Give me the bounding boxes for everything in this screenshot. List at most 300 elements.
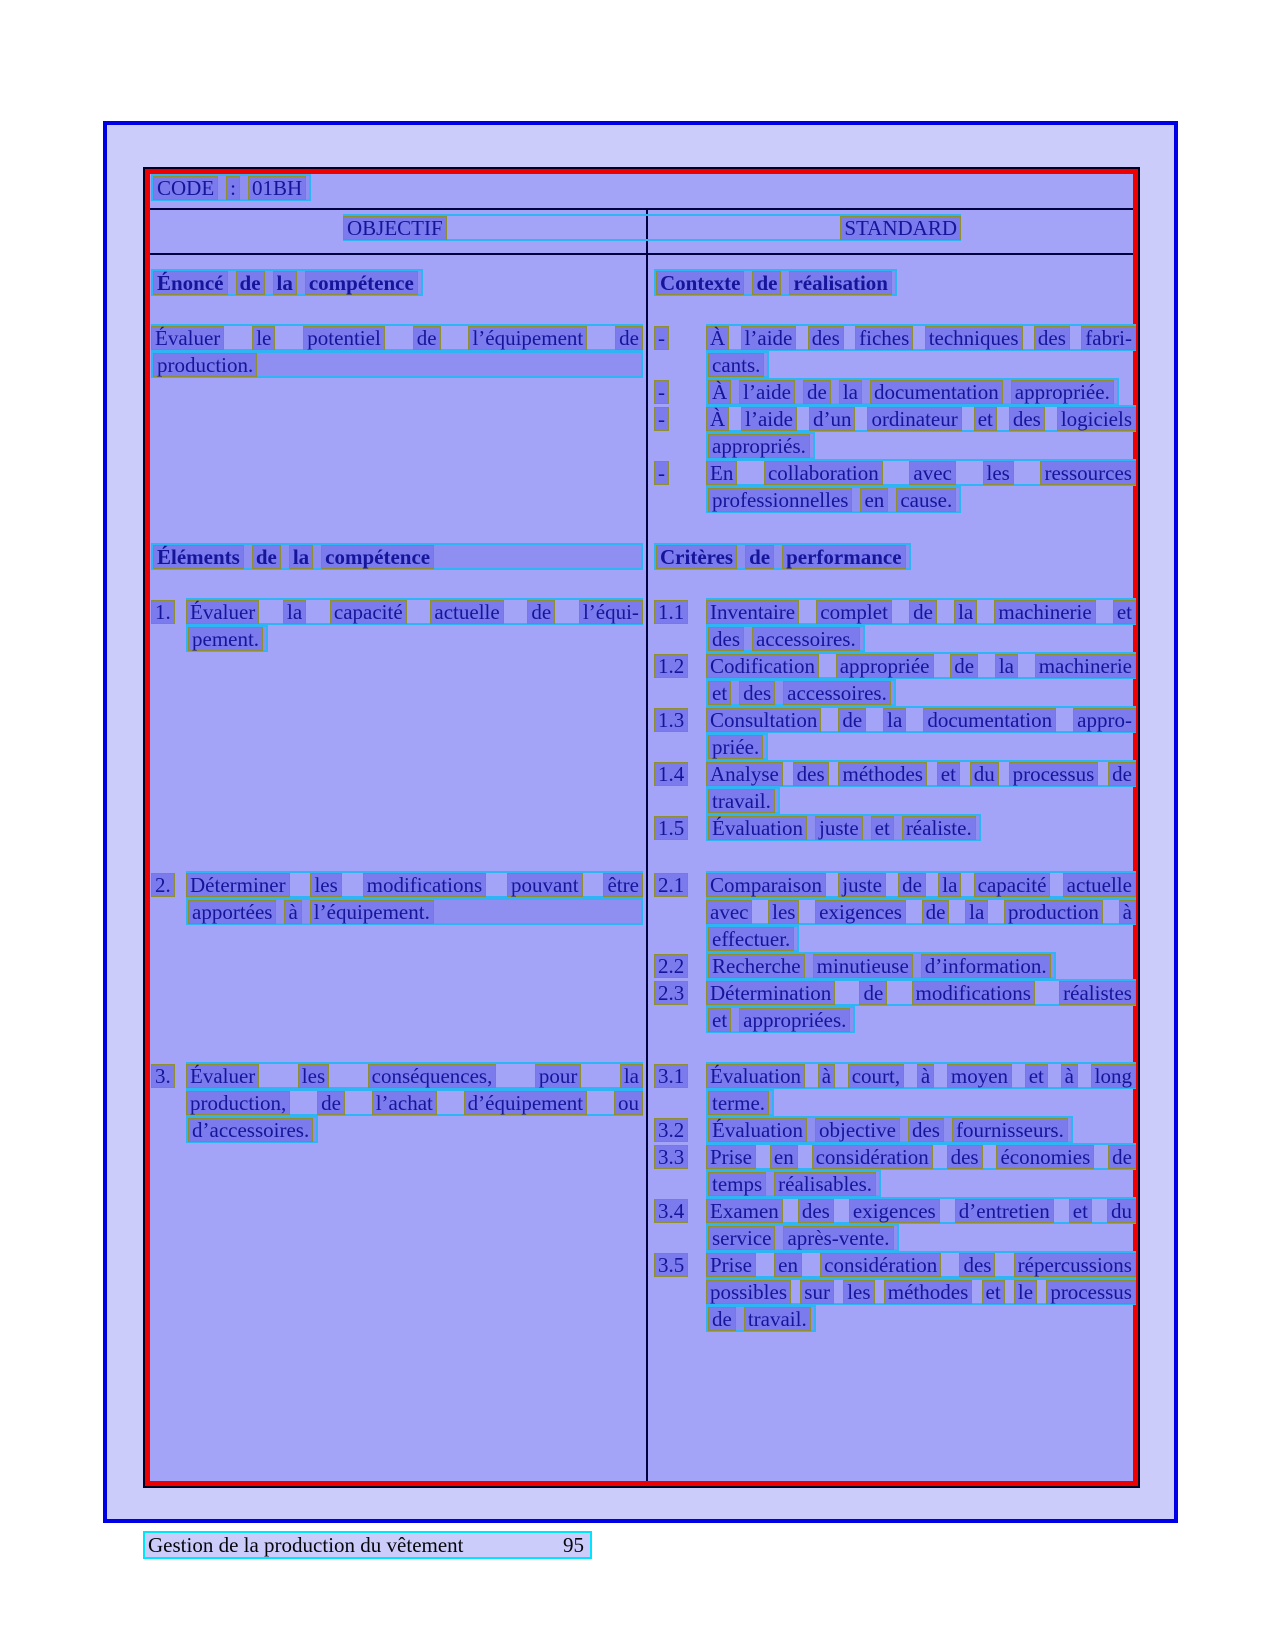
ocr-word: et — [1069, 1199, 1092, 1223]
ocr-word: la — [273, 271, 297, 295]
ocr-line — [706, 459, 1136, 486]
ocr-line — [706, 432, 815, 459]
ocr-word: objective — [815, 1118, 900, 1142]
ocr-word: de — [922, 900, 950, 924]
ocr-word: en — [774, 1253, 802, 1277]
ocr-word: l’aide — [739, 380, 795, 404]
ocr-word: potentiel — [303, 326, 384, 350]
ocr-word: processus — [1009, 762, 1099, 786]
ocr-word: exigences — [849, 1199, 940, 1223]
ocr-word: Prise — [706, 1145, 756, 1169]
ocr-word: modifications — [912, 981, 1035, 1005]
ocr-word: : — [226, 176, 240, 200]
ocr-word: À — [708, 380, 731, 404]
ocr-word: de — [745, 545, 774, 569]
ocr-line — [706, 1089, 774, 1116]
ocr-word: 1.1 — [654, 600, 688, 624]
ocr-word: de — [708, 1307, 736, 1331]
ocr-line — [706, 1278, 1136, 1305]
item-lines — [706, 1062, 1136, 1116]
ocr-word: 3.5 — [654, 1253, 688, 1277]
ocr-word: appropriée — [836, 654, 934, 678]
ocr-word: la — [283, 600, 306, 624]
ocr-word: à — [284, 900, 301, 924]
enonce-paragraph — [151, 324, 643, 378]
ocr-word: méthodes — [884, 1280, 972, 1304]
ocr-word: apportées — [188, 900, 276, 924]
ocr-word: les — [983, 461, 1014, 485]
ocr-line — [186, 871, 643, 898]
ocr-word: des — [1009, 407, 1045, 431]
column-divider — [646, 208, 648, 1486]
item-number — [654, 1116, 706, 1143]
ocr-word: Comparaison — [706, 873, 826, 897]
ocr-word: accessoires. — [752, 627, 860, 651]
list-item — [654, 459, 1136, 513]
footer-page-number: 95 — [563, 1532, 584, 1557]
ocr-word: court, — [848, 1064, 904, 1088]
header-standard: STANDARD — [840, 216, 961, 240]
ocr-word: accessoires. — [783, 681, 891, 705]
ocr-word: de — [1108, 1145, 1136, 1169]
ocr-line — [706, 378, 1119, 405]
item-number — [654, 979, 706, 1006]
ocr-word: d’équipement — [464, 1091, 587, 1115]
item-number — [151, 598, 186, 625]
list-item — [654, 598, 1136, 652]
item-number — [654, 1197, 706, 1224]
ocr-word: du — [1107, 1199, 1136, 1223]
ocr-word: Évaluation — [706, 1064, 805, 1088]
ocr-word: moyen — [947, 1064, 1012, 1088]
code-row — [151, 174, 451, 201]
ocr-word: processus — [1046, 1280, 1136, 1304]
ocr-word: capacité — [330, 600, 407, 624]
ocr-word: exigences — [815, 900, 906, 924]
ocr-word: Critères — [656, 545, 737, 569]
ocr-word: Évaluer — [151, 326, 224, 350]
list-item — [654, 979, 1136, 1033]
item-lines — [706, 324, 1136, 378]
page-footer — [143, 1531, 592, 1559]
ocr-word: de — [950, 654, 978, 678]
ocr-word: la — [839, 380, 862, 404]
ocr-line — [706, 1143, 1136, 1170]
ocr-word: à — [1119, 900, 1136, 924]
item-number — [654, 871, 706, 898]
list-item — [654, 378, 1136, 405]
list-item — [654, 706, 1136, 760]
item-number — [654, 706, 706, 733]
ocr-line — [706, 486, 961, 513]
element-3 — [151, 1062, 643, 1143]
criteres-group-2 — [654, 871, 1136, 1033]
row-divider-header — [145, 253, 1138, 255]
ocr-word: machinerie — [1035, 654, 1136, 678]
ocr-word: les — [843, 1280, 874, 1304]
ocr-word: de — [752, 271, 781, 295]
ocr-word: et — [974, 407, 997, 431]
ocr-line — [706, 1006, 855, 1033]
item-number — [654, 378, 706, 405]
ocr-line — [706, 898, 1136, 925]
ocr-line — [654, 269, 897, 296]
item-number — [654, 1062, 706, 1089]
ocr-word: et — [1025, 1064, 1048, 1088]
ocr-word: les — [310, 873, 341, 897]
ocr-word: et — [982, 1280, 1005, 1304]
list-item — [654, 760, 1136, 814]
ocr-word: sur — [800, 1280, 834, 1304]
ocr-word: terme. — [708, 1091, 769, 1115]
ocr-line — [706, 405, 1136, 432]
ocr-word: 2. — [151, 873, 175, 897]
ocr-word: l’aide — [741, 407, 797, 431]
ocr-word: des — [908, 1118, 944, 1142]
item-lines — [186, 871, 643, 925]
ocr-word: 2.2 — [654, 954, 688, 978]
ocr-word: capacité — [974, 873, 1051, 897]
ocr-word: collaboration — [764, 461, 883, 485]
list-item — [151, 1062, 643, 1143]
ocr-line — [186, 898, 643, 925]
ocr-word: documentation — [923, 708, 1056, 732]
ocr-word: de — [317, 1091, 345, 1115]
ocr-word: et — [1113, 600, 1136, 624]
ocr-word: l’achat — [372, 1091, 437, 1115]
ocr-line — [706, 979, 1136, 1006]
ocr-word: 1.3 — [654, 708, 688, 732]
ocr-word: Déterminer — [186, 873, 290, 897]
ocr-word: performance — [782, 545, 905, 569]
ocr-word: Inventaire — [706, 600, 799, 624]
ocr-word: en — [860, 488, 888, 512]
ocr-word: fournisseurs. — [952, 1118, 1068, 1142]
ocr-word: 1. — [151, 600, 175, 624]
item-number — [151, 1062, 186, 1089]
heading-enonce-competence — [151, 269, 643, 296]
ocr-word: Examen — [706, 1199, 783, 1223]
ocr-word: travail. — [708, 789, 775, 813]
ocr-word: complet — [816, 600, 892, 624]
ocr-word: des — [793, 762, 829, 786]
contexte-bullet-list — [654, 324, 1136, 513]
list-item — [654, 1251, 1136, 1332]
ocr-line — [706, 952, 1056, 979]
ocr-word: avec — [706, 900, 752, 924]
item-lines — [706, 459, 1136, 513]
ocr-line — [706, 1170, 881, 1197]
ocr-line — [706, 760, 1136, 787]
ocr-word: d’un — [809, 407, 856, 431]
ocr-word: de — [859, 981, 887, 1005]
ocr-word: des — [947, 1145, 983, 1169]
ocr-word: compétence — [305, 271, 418, 295]
ocr-line — [706, 652, 1136, 679]
ocr-word: la — [289, 545, 313, 569]
ocr-word: production. — [153, 353, 257, 377]
ocr-word: réaliste. — [902, 816, 976, 840]
ocr-word: de — [803, 380, 831, 404]
ocr-line — [186, 1116, 318, 1143]
list-item — [654, 652, 1136, 706]
ocr-word: l’équi- — [579, 600, 643, 624]
ocr-word: 3.2 — [654, 1118, 688, 1142]
ocr-word: la — [995, 654, 1018, 678]
item-number — [654, 760, 706, 787]
ocr-word: techniques — [925, 326, 1023, 350]
ocr-word: répercussions — [1014, 1253, 1136, 1277]
ocr-line — [186, 1062, 643, 1089]
ocr-line — [706, 871, 1136, 898]
ocr-line — [186, 598, 643, 625]
item-number — [654, 324, 706, 351]
ocr-word: des — [959, 1253, 995, 1277]
ocr-word: après-vente. — [783, 1226, 893, 1250]
ocr-line — [706, 787, 780, 814]
list-item — [151, 871, 643, 925]
ocr-word: considération — [812, 1145, 933, 1169]
criteres-group-3 — [654, 1062, 1136, 1332]
ocr-word: 1.5 — [654, 816, 688, 840]
list-item — [151, 598, 643, 652]
ocr-word: l’aide — [741, 326, 797, 350]
ocr-word: 1.2 — [654, 654, 688, 678]
ocr-word: professionnelles — [708, 488, 852, 512]
ocr-line — [654, 543, 911, 570]
page-frame — [103, 121, 1178, 1523]
ocr-word: minutieuse — [813, 954, 913, 978]
list-item — [654, 1116, 1136, 1143]
ocr-word: la — [965, 900, 988, 924]
ocr-word: Évaluation — [708, 1118, 807, 1142]
ocr-word: conséquences, — [368, 1064, 497, 1088]
ocr-word: économies — [996, 1145, 1094, 1169]
ocr-word: logiciels — [1057, 407, 1136, 431]
ocr-word: travail. — [744, 1307, 811, 1331]
list-item — [654, 324, 1136, 378]
ocr-word: de — [615, 326, 643, 350]
ocr-word: Détermination — [706, 981, 835, 1005]
ocr-line — [151, 351, 643, 378]
ocr-line — [706, 925, 799, 952]
ocr-word: 3.3 — [654, 1145, 688, 1169]
ocr-word: d’information. — [921, 954, 1051, 978]
ocr-word: la — [620, 1064, 643, 1088]
ocr-line — [151, 269, 423, 296]
ocr-word: d’accessoires. — [188, 1118, 313, 1142]
item-lines — [706, 1197, 1136, 1251]
item-lines — [706, 378, 1136, 405]
ocr-word: pement. — [188, 627, 263, 651]
header-objectif: OBJECTIF — [343, 216, 447, 240]
ocr-word: - — [654, 461, 669, 485]
ocr-word: Codification — [706, 654, 819, 678]
ocr-line — [186, 1089, 643, 1116]
ocr-word: des — [708, 627, 744, 651]
ocr-line — [706, 1305, 816, 1332]
item-lines — [706, 871, 1136, 952]
column-header-row — [343, 214, 961, 241]
item-number — [654, 652, 706, 679]
ocr-word: actuelle — [1063, 873, 1136, 897]
ocr-line — [706, 706, 1136, 733]
ocr-word: de — [838, 708, 866, 732]
ocr-word: considération — [820, 1253, 941, 1277]
ocr-line — [706, 1116, 1073, 1143]
ocr-word: cause. — [896, 488, 956, 512]
ocr-word: - — [654, 326, 669, 350]
ocr-word: 3. — [151, 1064, 175, 1088]
footer-title: Gestion de la production du vêtement — [148, 1532, 464, 1557]
ocr-word: ressources — [1040, 461, 1135, 485]
ocr-word: le — [1014, 1280, 1037, 1304]
list-item — [654, 871, 1136, 952]
list-item — [654, 952, 1136, 979]
ocr-word: 3.4 — [654, 1199, 688, 1223]
ocr-word: de — [413, 326, 441, 350]
heading-contexte-realisation — [654, 269, 1136, 296]
ocr-word: fabri- — [1081, 326, 1136, 350]
ocr-word: machinerie — [994, 600, 1095, 624]
ocr-word: des — [808, 326, 844, 350]
ocr-word: de — [909, 600, 937, 624]
ocr-word: Évaluer — [186, 1064, 259, 1088]
ocr-word: à — [818, 1064, 835, 1088]
ocr-line — [706, 733, 768, 760]
ocr-word: l’équipement — [468, 326, 587, 350]
item-lines — [706, 652, 1136, 706]
ocr-line — [706, 625, 865, 652]
ocr-line — [151, 174, 311, 201]
list-item — [654, 1143, 1136, 1197]
ocr-line — [151, 324, 643, 351]
item-lines — [706, 1143, 1136, 1197]
ocr-word: En — [706, 461, 737, 485]
row-divider-code — [145, 208, 1138, 210]
ocr-word: à — [917, 1064, 934, 1088]
ocr-word: 01BH — [248, 176, 306, 200]
list-item — [654, 1062, 1136, 1116]
item-number — [654, 814, 706, 841]
item-lines — [186, 598, 643, 652]
ocr-word: méthodes — [838, 762, 926, 786]
ocr-word: de — [1108, 762, 1136, 786]
ocr-word: CODE — [153, 176, 218, 200]
ocr-line — [706, 1062, 1136, 1089]
ocr-word: appropriés. — [708, 434, 810, 458]
ocr-word: Contexte — [656, 271, 744, 295]
ocr-word: actuelle — [430, 600, 503, 624]
ocr-word: du — [970, 762, 999, 786]
ocr-word: Éléments — [153, 545, 244, 569]
competency-table — [143, 167, 1140, 1488]
ocr-word: juste — [815, 816, 863, 840]
ocr-word: Énoncé — [153, 271, 228, 295]
heading-criteres-performance — [654, 543, 1136, 570]
list-item — [654, 405, 1136, 459]
ocr-word: d’entretien — [955, 1199, 1054, 1223]
ocr-word: 3.1 — [654, 1064, 688, 1088]
ocr-word: réalisation — [789, 271, 892, 295]
ocr-word: réalistes — [1059, 981, 1136, 1005]
ocr-word: et — [708, 681, 731, 705]
ocr-word: les — [768, 900, 799, 924]
item-lines — [706, 1116, 1136, 1143]
ocr-line — [706, 1251, 1136, 1278]
list-item — [654, 814, 1136, 841]
item-number — [654, 1143, 706, 1170]
item-number — [654, 459, 706, 486]
item-number — [151, 871, 186, 898]
ocr-word: à — [1061, 1064, 1078, 1088]
ocr-word: ou — [614, 1091, 643, 1115]
ocr-word: juste — [838, 873, 886, 897]
ocr-word: Prise — [706, 1253, 756, 1277]
ocr-word: de — [527, 600, 555, 624]
ocr-word: 2.3 — [654, 981, 688, 1005]
item-lines — [186, 1062, 643, 1143]
ocr-word: des — [1034, 326, 1070, 350]
ocr-word: de — [898, 873, 926, 897]
ocr-word: temps — [708, 1172, 766, 1196]
item-number — [654, 952, 706, 979]
ocr-word: appropriée. — [1011, 380, 1114, 404]
ocr-line — [186, 625, 268, 652]
item-number — [654, 405, 706, 432]
ocr-word: réalisables. — [774, 1172, 876, 1196]
item-lines — [706, 814, 1136, 841]
ocr-line — [706, 1197, 1136, 1224]
ocr-word: pouvant — [507, 873, 583, 897]
ocr-word: Analyse — [706, 762, 783, 786]
list-item — [654, 1197, 1136, 1251]
ocr-word: et — [937, 762, 960, 786]
ocr-word: la — [938, 873, 961, 897]
ocr-word: Recherche — [708, 954, 805, 978]
ocr-word: et — [708, 1008, 731, 1032]
ocr-line — [706, 351, 769, 378]
ocr-word: 1.4 — [654, 762, 688, 786]
ocr-line — [706, 1224, 899, 1251]
ocr-word: effectuer. — [708, 927, 794, 951]
heading-elements-competence — [151, 543, 643, 570]
ocr-word: et — [871, 816, 894, 840]
ocr-line — [706, 814, 981, 841]
ocr-line — [706, 324, 1136, 351]
item-lines — [706, 979, 1136, 1033]
ocr-word: Évaluation — [708, 816, 807, 840]
ocr-word: À — [706, 326, 729, 350]
ocr-word: - — [654, 380, 669, 404]
element-2 — [151, 871, 643, 925]
ocr-line — [706, 598, 1136, 625]
ocr-word: ordinateur — [867, 407, 961, 431]
ocr-word: possibles — [706, 1280, 791, 1304]
ocr-word: fiches — [855, 326, 913, 350]
ocr-word: les — [298, 1064, 329, 1088]
ocr-line — [151, 543, 643, 570]
ocr-word: documentation — [870, 380, 1003, 404]
ocr-word: avec — [909, 461, 955, 485]
ocr-word: en — [770, 1145, 798, 1169]
ocr-word: des — [798, 1199, 834, 1223]
ocr-word: de — [252, 545, 281, 569]
ocr-line — [706, 679, 896, 706]
item-lines — [706, 1251, 1136, 1332]
ocr-word: production, — [186, 1091, 290, 1115]
ocr-word: appropriées. — [739, 1008, 850, 1032]
